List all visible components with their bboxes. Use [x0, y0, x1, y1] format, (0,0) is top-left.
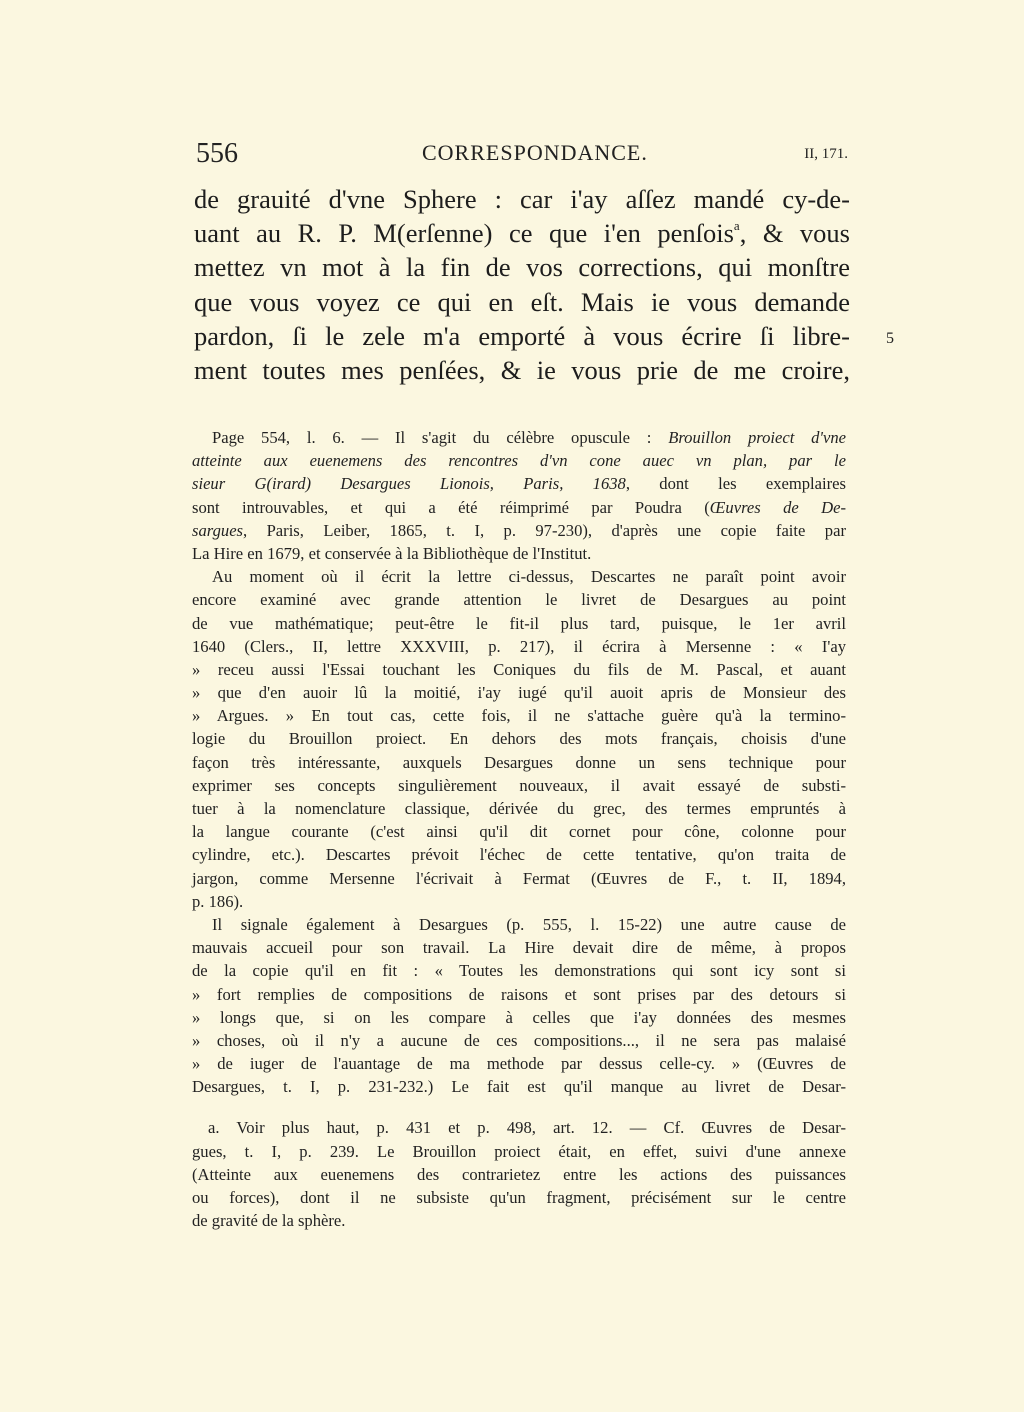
note-line: Il signale également à Desargues (p. 555, l. 15-22) une autre cause de: [212, 914, 846, 934]
letter-line: mettez vn mot à la fin de vos corrections, qui monſtre: [194, 252, 850, 283]
note-line: » que d'en auoir lû la moitié, i'ay iugé qu'il auoit apris de Monsieur des: [192, 683, 846, 703]
footnote-line: gues, t. I, p. 239. Le Brouillon proiect était, en effet, suivi d'une annexe: [192, 1141, 846, 1161]
letter-line: uant au R. P. M(erſenne) ce que i'en penſois$^a$, & vous: [194, 218, 850, 249]
note-line: façon très intéressante, auxquels Desargues donne un sens technique pour: [192, 752, 846, 772]
letter-line: ment toutes mes penſées, & ie vous prie de me croire,: [194, 354, 850, 385]
page-number: 556: [196, 138, 238, 169]
note-line: atteinte aux euenemens des rencontres d'vn cone auec vn plan, par le: [192, 451, 846, 471]
note-line: » choses, où il n'y a aucune de ces compositions..., il ne sera pas malaisé: [192, 1030, 846, 1050]
editorial-notes: [192, 426, 846, 1232]
note-line: p. 186).: [192, 891, 244, 911]
letter-line: que vous voyez ce qui en eſt. Mais ie vous demande: [194, 286, 850, 317]
margin-line-number: 5: [886, 330, 894, 347]
note-line: » Argues. » En tout cas, cette fois, il ne s'attache guère qu'à la termino-: [192, 706, 846, 726]
note-line: de la copie qu'il en fit : « Toutes les demonstrations qui sont icy sont si: [192, 961, 846, 981]
footnote-line: ou forces), dont il ne subsiste qu'un fragment, précisément sur le centre: [192, 1188, 846, 1207]
note-line: » de iuger de l'auantage de ma methode par dessus celle-cy. » (Œuvres de: [192, 1054, 846, 1074]
letter-line: pardon, ſi le zele m'a emporté à vous écrire ſi libre-: [194, 320, 850, 351]
note-line: de vue mathématique; peut-être le fit-il plus tard, puisque, le 1er avril: [192, 613, 846, 633]
note-line: La Hire en 1679, et conservée à la Bibliothèque de l'Institut.: [192, 543, 592, 563]
note-line: sieur G(irard) Desargues Lionois, Paris, 1638, dont les exemplaires: [192, 474, 846, 494]
letter-line: de grauité d'vne Sphere : car i'ay aſſez mandé cy-de-: [194, 184, 850, 214]
note-line: encore examiné avec grande attention le livret de Desargues au point: [192, 590, 846, 610]
note-line: exprimer ses concepts singulièrement nouveaux, il avait essayé de substi-: [192, 775, 846, 795]
note-line: sont introuvables, et qui a été réimprimé par Poudra (Œuvres de De-: [192, 497, 846, 517]
note-line: Desargues, t. I, p. 231-232.) Le fait est qu'il manque au livret de Desar-: [192, 1077, 846, 1097]
running-title: CORRESPONDANCE.: [422, 140, 648, 165]
note-line: tuer à la nomenclature classique, dérivée du grec, des termes empruntés à: [192, 799, 846, 818]
footnote-marker[interactable]: a: [733, 218, 740, 234]
letter-text: [194, 182, 850, 387]
note-line: » fort remplies de compositions de raisons et sont prises par des detours si: [192, 984, 846, 1004]
note-line: » longs que, si on les compare à celles que i'ay données des mesmes: [192, 1007, 846, 1027]
footnote-line: (Atteinte aux euenemens des contrarietez entre les actions des puissances: [192, 1164, 846, 1184]
note-line: Page 554, l. 6. — Il s'agit du célèbre opuscule : Brouillon proiect d'vne: [212, 428, 846, 447]
note-line: 1640 (Clers., II, lettre XXXVIII, p. 217), il écrira à Mersenne : « I'ay: [192, 636, 846, 656]
note-line: la langue courante (c'est ainsi qu'il dit cornet pour cône, colonne pour: [192, 822, 846, 842]
note-line: sargues, Paris, Leiber, 1865, t. I, p. 97-230), d'après une copie faite par: [192, 520, 846, 540]
running-header: [196, 136, 852, 172]
footnote-line: a. Voir plus haut, p. 431 et p. 498, art. 12. — Cf. Œuvres de Desar-: [208, 1118, 846, 1138]
note-line: cylindre, etc.). Descartes prévoit l'échec de cette tentative, qu'on traita de: [192, 845, 846, 865]
note-line: jargon, comme Mersenne l'écrivait à Fermat (Œuvres de F., t. II, 1894,: [192, 868, 846, 888]
note-line: » receu aussi l'Essai touchant les Coniques du fils de M. Pascal, et auant: [192, 659, 846, 679]
note-line: logie du Brouillon proiect. En dehors des mots français, choisis d'une: [192, 729, 846, 749]
note-line: mauvais accueil pour son travail. La Hire devait dire de même, à propos: [192, 938, 846, 958]
note-line: Au moment où il écrit la lettre ci-dessus, Descartes ne paraît point avoir: [212, 567, 846, 587]
footnote-a: [192, 1116, 846, 1232]
footnote-line: de gravité de la sphère.: [192, 1211, 346, 1231]
volume-reference: II, 171.: [804, 146, 848, 162]
